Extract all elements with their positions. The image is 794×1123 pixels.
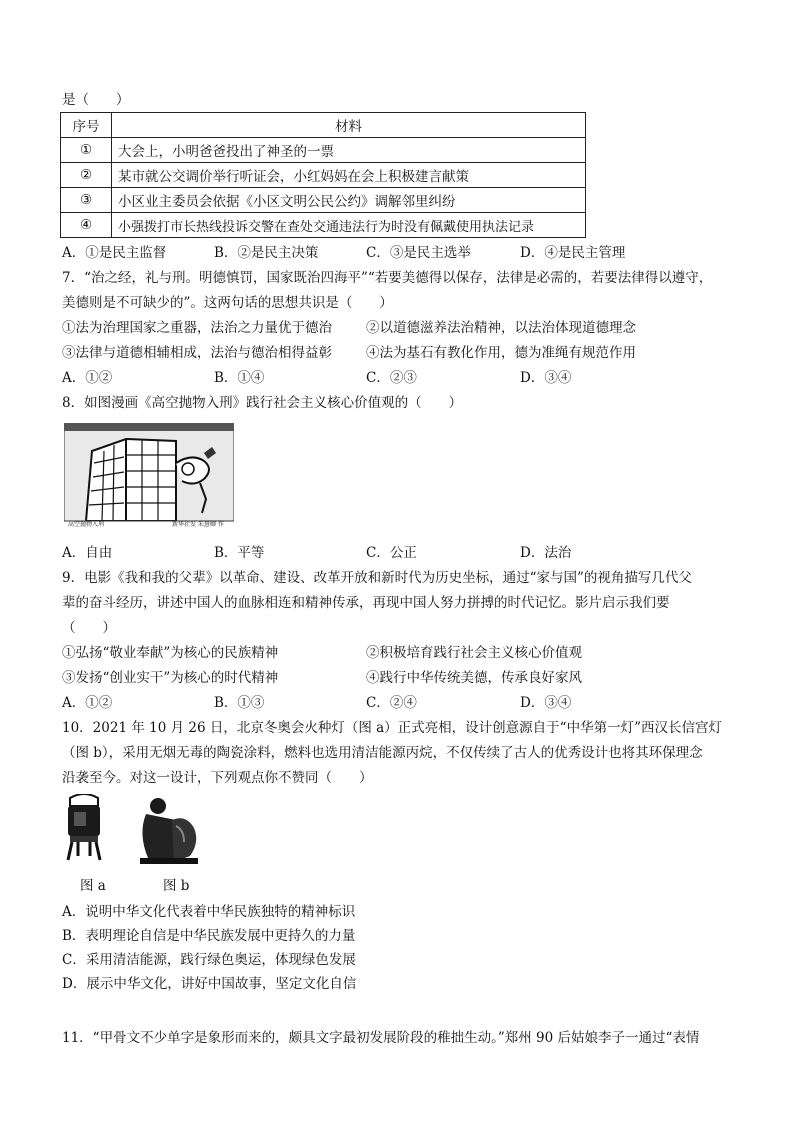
q9-stem-line-2: 辈的奋斗经历，讲述中国人的血脉相连和精神传承，再现中国人努力拼搏的时代记忆。影片启示我们要 [62, 595, 670, 611]
table-row [61, 163, 586, 188]
table-cell-material: 某市就公交调价举行听证会，小红妈妈在会上积极建言献策 [112, 163, 586, 188]
table-header-row [61, 113, 586, 138]
q10-stem-line-3: 沿袭至今。对这一设计，下列观点你不赞同（ ） [62, 770, 373, 786]
q8-option-b[interactable]: B．平等 [214, 545, 265, 561]
q7-stem-line-2: 美德则是不可缺少的”。这两句话的思想共识是（ ） [62, 295, 393, 311]
q9-stem-line-1: 9．电影《我和我的父辈》以革命、建设、改革开放和新时代为历史坐标，通过“家与国”的视角描写几代父 [62, 570, 692, 586]
q9-statement-3: ③发扬“创业实干”为核心的时代精神 [62, 670, 279, 686]
q7-option-b[interactable]: B．①④ [214, 370, 265, 386]
table-cell-material: 大会上，小明爸爸投出了神圣的一票 [112, 138, 586, 163]
q6-option-a[interactable]: A．①是民主监督 [62, 245, 167, 261]
table-cell-no: ① [61, 138, 112, 163]
q9-option-b[interactable]: B．①③ [214, 695, 265, 711]
q8-stem: 8．如图漫画《高空抛物入刑》践行社会主义核心价值观的（ ） [62, 395, 463, 411]
table-row [61, 188, 586, 213]
q6-stem-tail: 是（ ） [62, 92, 130, 108]
q7-option-c[interactable]: C．②③ [366, 370, 417, 386]
torch-lamp-image [64, 794, 104, 864]
q9-statement-2: ②积极培育践行社会主义核心价值观 [366, 645, 582, 661]
q7-statement-2: ②以道德滋养法治精神，以法治体现道德理念 [366, 320, 636, 336]
q6-option-b[interactable]: B．②是民主决策 [214, 245, 319, 261]
changxin-palace-lamp-icon [136, 796, 202, 866]
q9-statement-4: ④践行中华传统美德，传承良好家风 [366, 670, 582, 686]
table-cell-no: ② [61, 163, 112, 188]
q10-stem-line-2: （图 b），采用无烟无毒的陶瓷涂料，燃料也选用清洁能源丙烷，不仅传续了古人的优秀设计也将其环保理念 [62, 745, 703, 761]
q7-statement-3: ③法律与道德相辅相成，法治与德治相得益彰 [62, 345, 332, 361]
q6-option-d[interactable]: D．④是民主管理 [520, 245, 626, 261]
palace-lamp-image [136, 796, 202, 866]
q8-option-c[interactable]: C．公正 [366, 545, 417, 561]
q10-option-b[interactable]: B．表明理论自信是中华民族发展中更持久的力量 [62, 928, 356, 944]
cartoon-image [64, 423, 234, 531]
building-cartoon-icon [64, 423, 234, 531]
q9-option-a[interactable]: A．①② [62, 695, 113, 711]
table-row [61, 138, 586, 163]
q6-option-c[interactable]: C．③是民主选举 [366, 245, 471, 261]
q10-option-a[interactable]: A．说明中华文化代表着中华民族独特的精神标识 [62, 904, 356, 920]
q7-stem-line-1: 7．“治之经，礼与刑。明德慎罚，国家既治四海平”“若要美德得以保存，法律是必需的，若要法律得以遵守， [62, 270, 713, 286]
torch-lamp-icon [64, 794, 104, 864]
q7-statement-1: ①法为治理国家之重器，法治之力量优于德治 [62, 320, 332, 336]
q9-stem-line-3: （ ） [62, 620, 116, 636]
table-cell-no: ③ [61, 188, 112, 213]
cartoon-caption-left: 高空抛物入刑 [68, 521, 105, 528]
q7-statement-4: ④法为基石有教化作用，德为准绳有规范作用 [366, 345, 636, 361]
q7-option-d[interactable]: D．③④ [520, 370, 572, 386]
q10-stem-line-1: 10．2021 年 10 月 26 日，北京冬奥会火种灯（图 a）正式亮相，设计创意源自于“中华第一灯”西汉长信宫灯 [62, 720, 722, 736]
q11-stem-line-1: 11．“甲骨文不少单字是象形而来的，颇具文字最初发展阶段的稚拙生动。”郑州 90 后姑娘李子一通过“表情 [62, 1030, 700, 1046]
table-row [61, 213, 586, 238]
q7-option-a[interactable]: A．①② [62, 370, 113, 386]
q9-option-d[interactable]: D．③④ [520, 695, 572, 711]
q10-option-d[interactable]: D．展示中华文化，讲好中国故事，坚定文化自信 [62, 976, 357, 992]
fig-b-caption: 图 b [163, 878, 190, 894]
table-header-no: 序号 [61, 113, 112, 138]
table-cell-material: 小区业主委员会依据《小区文明公民公约》调解邻里纠纷 [112, 188, 586, 213]
material-table [60, 112, 586, 238]
q10-option-c[interactable]: C．采用清洁能源，践行绿色奥运，体现绿色发展 [62, 952, 356, 968]
q8-option-d[interactable]: D．法治 [520, 545, 572, 561]
cartoon-caption-right: 新华社发 朱慧卿 作 [172, 521, 224, 528]
q9-option-c[interactable]: C．②④ [366, 695, 417, 711]
fig-a-caption: 图 a [80, 878, 106, 894]
q8-option-a[interactable]: A．自由 [62, 545, 113, 561]
table-cell-material: 小强拨打市长热线投诉交警在查处交通违法行为时没有佩戴使用执法记录 [112, 213, 586, 238]
table-header-material: 材料 [112, 113, 586, 138]
table-cell-no: ④ [61, 213, 112, 238]
q9-statement-1: ①弘扬“敬业奉献”为核心的民族精神 [62, 645, 279, 661]
